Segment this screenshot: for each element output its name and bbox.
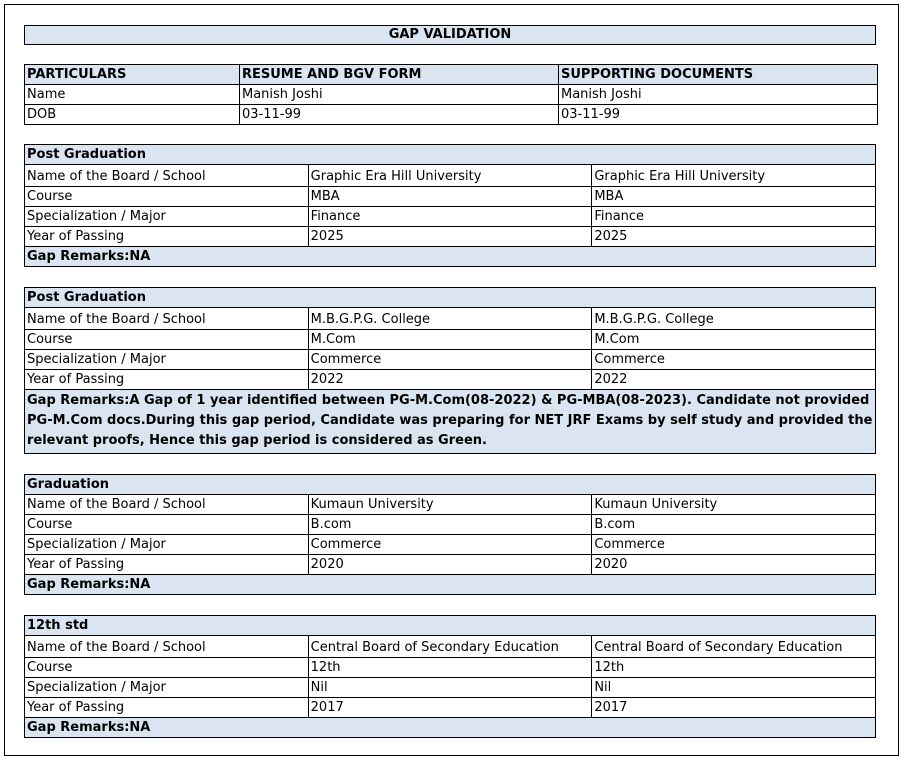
- row-label: Year of Passing: [25, 555, 309, 575]
- resume-value: M.Com: [308, 330, 592, 350]
- documents-value: Finance: [592, 207, 876, 227]
- resume-value: Commerce: [308, 535, 592, 555]
- section-title: Graduation: [25, 475, 876, 495]
- gap-remarks: Gap Remarks:A Gap of 1 year identified between PG-M.Com(08-2022) & PG-MBA(08-2023). Candidate not provided PG-M.Com docs.During this gap period, Candidate was preparing for NET JRF Exams by self study and provided the relevant proofs, Hence this gap period is considered as Green.: [25, 390, 876, 454]
- resume-value: 2022: [308, 370, 592, 390]
- table-row: [25, 227, 876, 247]
- section-table: [24, 144, 876, 267]
- column-header-resume: RESUME AND BGV FORM: [240, 65, 559, 85]
- row-label: Year of Passing: [25, 698, 309, 718]
- documents-value: 2025: [592, 227, 876, 247]
- row-label: Course: [25, 515, 309, 535]
- documents-value: M.B.G.P.G. College: [592, 308, 876, 330]
- resume-value: Commerce: [308, 350, 592, 370]
- table-row: [25, 370, 876, 390]
- row-label: Name of the Board / School: [25, 495, 309, 515]
- table-row: [25, 636, 876, 658]
- section-title: Post Graduation: [25, 145, 876, 165]
- page-title: GAP VALIDATION: [24, 25, 876, 45]
- row-label: Year of Passing: [25, 227, 309, 247]
- documents-value: Commerce: [592, 535, 876, 555]
- row-label: Course: [25, 330, 309, 350]
- section-title: Post Graduation: [25, 288, 876, 308]
- table-row: [25, 555, 876, 575]
- row-label: Specialization / Major: [25, 350, 309, 370]
- documents-value: 12th: [592, 658, 876, 678]
- documents-value: 2020: [592, 555, 876, 575]
- row-label: Specialization / Major: [25, 678, 309, 698]
- table-row: [25, 350, 876, 370]
- gap-remarks: Gap Remarks:NA: [25, 718, 876, 738]
- table-row: [25, 678, 876, 698]
- row-label: Name: [25, 85, 240, 105]
- resume-value: Finance: [308, 207, 592, 227]
- resume-value: Central Board of Secondary Education: [308, 636, 592, 658]
- table-row: [25, 165, 876, 187]
- table-row: [25, 85, 878, 105]
- table-row: [25, 658, 876, 678]
- resume-value: Graphic Era Hill University: [308, 165, 592, 187]
- documents-value: Central Board of Secondary Education: [592, 636, 876, 658]
- section-table: [24, 287, 876, 454]
- row-label: Course: [25, 658, 309, 678]
- documents-value: Nil: [592, 678, 876, 698]
- section-title: 12th std: [25, 616, 876, 636]
- table-row: [25, 515, 876, 535]
- documents-value: B.com: [592, 515, 876, 535]
- row-label: Name of the Board / School: [25, 165, 309, 187]
- documents-value: MBA: [592, 187, 876, 207]
- section-table: [24, 615, 876, 738]
- resume-value: 2017: [308, 698, 592, 718]
- row-label: Specialization / Major: [25, 535, 309, 555]
- row-label: Name of the Board / School: [25, 308, 309, 330]
- resume-value: M.B.G.P.G. College: [308, 308, 592, 330]
- table-row: [25, 330, 876, 350]
- column-header-documents: SUPPORTING DOCUMENTS: [559, 65, 878, 85]
- resume-value: 03-11-99: [240, 105, 559, 125]
- resume-value: Kumaun University: [308, 495, 592, 515]
- documents-value: Graphic Era Hill University: [592, 165, 876, 187]
- column-header-particulars: PARTICULARS: [25, 65, 240, 85]
- row-label: DOB: [25, 105, 240, 125]
- row-label: Year of Passing: [25, 370, 309, 390]
- particulars-table: [24, 64, 878, 125]
- documents-value: M.Com: [592, 330, 876, 350]
- table-row: [25, 698, 876, 718]
- table-row: [25, 187, 876, 207]
- documents-value: 2022: [592, 370, 876, 390]
- resume-value: MBA: [308, 187, 592, 207]
- table-row: [25, 308, 876, 330]
- documents-value: Kumaun University: [592, 495, 876, 515]
- table-header-row: [25, 65, 878, 85]
- resume-value: B.com: [308, 515, 592, 535]
- gap-remarks: Gap Remarks:NA: [25, 575, 876, 595]
- table-row: [25, 105, 878, 125]
- documents-value: 03-11-99: [559, 105, 878, 125]
- row-label: Course: [25, 187, 309, 207]
- table-row: [25, 495, 876, 515]
- table-row: [25, 207, 876, 227]
- section-table: [24, 474, 876, 595]
- documents-value: 2017: [592, 698, 876, 718]
- resume-value: 2025: [308, 227, 592, 247]
- resume-value: Manish Joshi: [240, 85, 559, 105]
- row-label: Specialization / Major: [25, 207, 309, 227]
- documents-value: Manish Joshi: [559, 85, 878, 105]
- row-label: Name of the Board / School: [25, 636, 309, 658]
- gap-remarks: Gap Remarks:NA: [25, 247, 876, 267]
- resume-value: 2020: [308, 555, 592, 575]
- resume-value: Nil: [308, 678, 592, 698]
- table-row: [25, 535, 876, 555]
- documents-value: Commerce: [592, 350, 876, 370]
- resume-value: 12th: [308, 658, 592, 678]
